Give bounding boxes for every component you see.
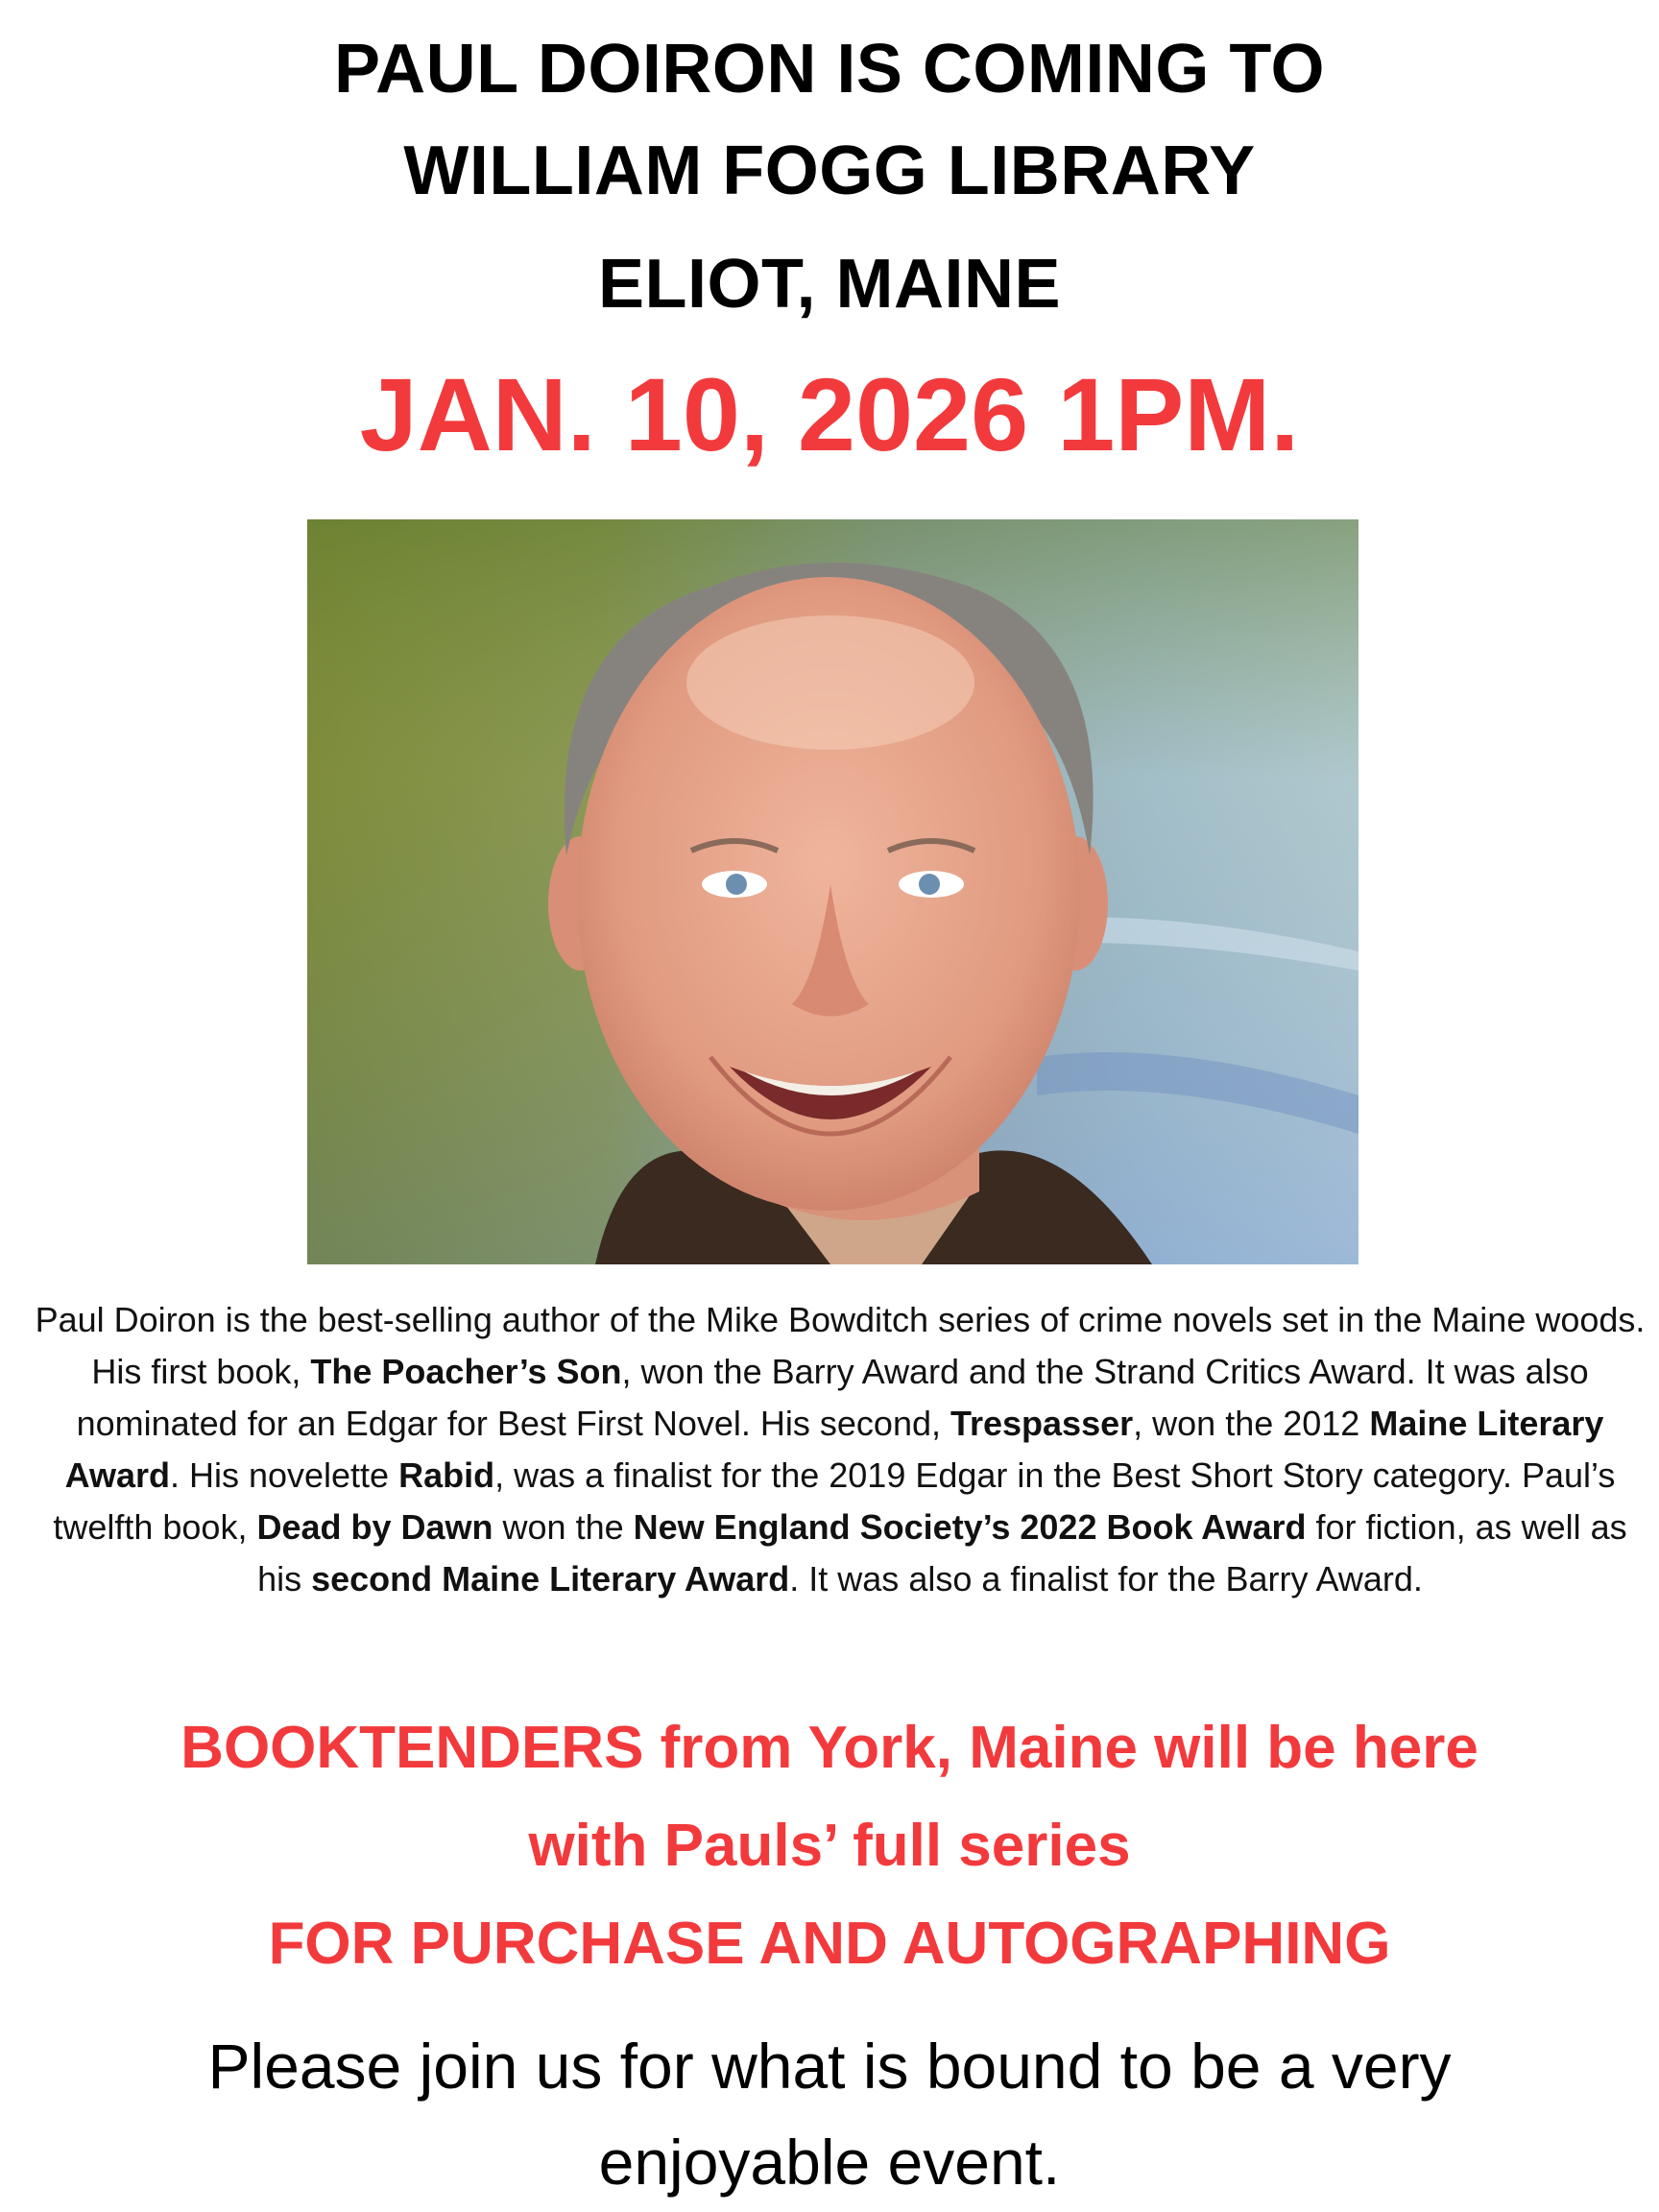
event-date: JAN. 10, 2026 1PM. xyxy=(359,356,1300,472)
headline-line-3: ELIOT, MAINE xyxy=(597,246,1061,323)
award-name: second Maine Literary Award xyxy=(311,1559,790,1599)
headline-line-2: WILLIAM FOGG LIBRARY xyxy=(403,132,1256,209)
bio-text: . It was also a finalist for the Barry Award. xyxy=(789,1559,1423,1599)
bio-text: , was a finalist for the 2019 Edgar in the Best Short Story category. Paul’s twelfth book, xyxy=(53,1455,1616,1547)
author-bio xyxy=(29,1294,1651,1605)
bio-text: Paul Doiron is the best-selling author of the Mike Bowditch series of crime novels set in the Maine woods. His first book, xyxy=(35,1300,1646,1391)
book-title: Trespasser xyxy=(950,1404,1134,1443)
author-portrait-image xyxy=(307,519,1358,1264)
promo-line-2: with Pauls’ full series xyxy=(528,1813,1131,1879)
bio-text: , won the Barry Award and the Strand Critics Award. It was also nominated for an Edgar for Best First Novel. His second, xyxy=(76,1352,1589,1443)
bio-text: . His novelette xyxy=(169,1455,399,1495)
award-name: Maine Literary Award xyxy=(64,1404,1604,1495)
promo-line-3: FOR PURCHASE AND AUTOGRAPHING xyxy=(268,1911,1391,1977)
award-name: New England Society’s 2022 Book Award xyxy=(633,1507,1307,1547)
book-title: The Poacher’s Son xyxy=(310,1352,622,1391)
book-title: Rabid xyxy=(398,1455,495,1495)
bio-text: , won the 2012 xyxy=(1133,1404,1370,1443)
closing-invitation xyxy=(0,2018,1659,2210)
bio-text: won the xyxy=(493,1507,634,1547)
bookseller-announcement xyxy=(0,1699,1659,1993)
closing-line-1: Please join us for what is bound to be a very xyxy=(207,2031,1452,2102)
book-title: Dead by Dawn xyxy=(256,1507,493,1547)
closing-line-2: enjoyable event. xyxy=(598,2127,1061,2198)
promo-line-1: BOOKTENDERS from York, Maine will be here xyxy=(180,1715,1479,1781)
headline-line-1: PAUL DOIRON IS COMING TO xyxy=(333,31,1326,108)
bio-text: for fiction, as well as his xyxy=(257,1507,1627,1599)
